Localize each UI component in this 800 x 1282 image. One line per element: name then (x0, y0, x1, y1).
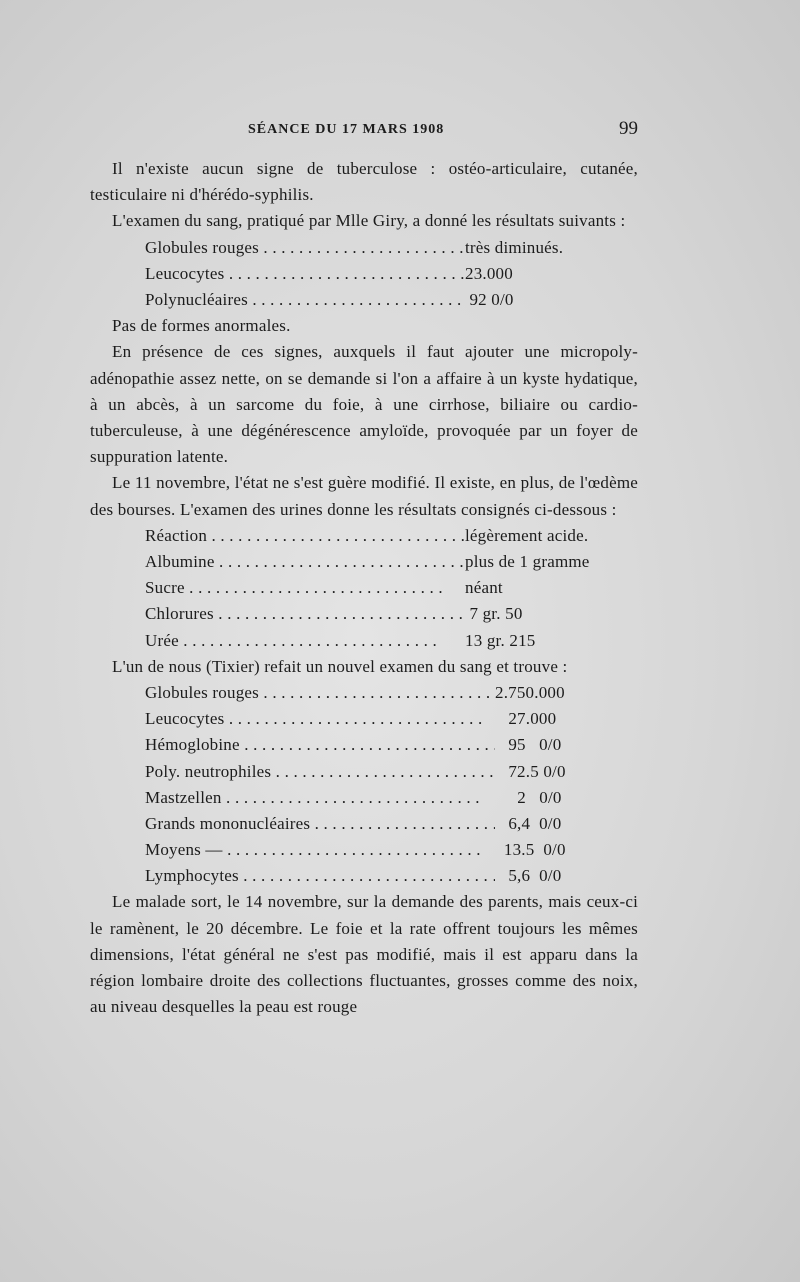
table-row (90, 811, 638, 837)
paragraph: L'un de nous (Tixier) refait un nouvel examen du sang et trouve : (112, 656, 568, 676)
table-row (90, 628, 638, 654)
blood-exam-2-table (90, 680, 638, 890)
row-label: Globules rouges . . . (145, 680, 495, 706)
row-label: Moyens — . . . (145, 837, 495, 863)
table-row (90, 863, 638, 889)
row-label: Poly. neutrophiles . . . (145, 759, 495, 785)
paragraph: L'examen du sang, pratiqué par Mlle Giry, a donné les résultats suivants : (112, 211, 626, 231)
table-row (90, 759, 638, 785)
paragraph: Le 11 novembre, l'état ne s'est guère modifié. Il existe, en plus, de l'œdème des bourses. L'examen des urines donne les résultats consignés ci-dessous : (90, 473, 638, 519)
row-label: Mastzellen . . . (145, 785, 495, 811)
table-row (90, 837, 638, 863)
table-row (90, 680, 638, 706)
running-head: SÉANCE DU 17 MARS 1908 (248, 122, 445, 137)
paragraph: Pas de formes anormales. (112, 316, 291, 336)
row-label: Lymphocytes . . . (145, 863, 495, 889)
page-number: 99 (619, 118, 638, 139)
row-label: Grands mononucléaires . . . (145, 811, 495, 837)
table-row (90, 706, 638, 732)
row-label: Chlorures . . . (145, 601, 465, 627)
table-row (90, 261, 638, 287)
table-row (90, 785, 638, 811)
paragraph: Le malade sort, le 14 novembre, sur la demande des parents, mais ceux-ci le ramènent, le 20 décembre. Le foie et la rate offrent toujours les mêmes dimensions, l'état général ne s'est pas modifié, mais il est apparu dans la région lombaire droite des collections fluctuantes, grosses comme des noix, au niveau desquelles la peau est rouge (90, 892, 638, 1017)
paragraph: En présence de ces signes, auxquels il faut ajouter une micropoly-adénopathie assez nette, on se demande si l'on a affaire à un kyste hydatique, à un abcès, à un sarcome du foie, à une cirrhose, biliaire ou cardio-tuberculeuse, à une dégénérescence amyloïde, provoquée par un foyer de suppuration latente. (90, 342, 638, 467)
row-value: 27.000 (495, 709, 557, 729)
row-value: 13 gr. 215 (465, 630, 536, 650)
row-value: 72.5 0/0 (495, 761, 566, 781)
row-value: 23.000 (465, 263, 513, 283)
table-row (90, 523, 638, 549)
row-value: plus de 1 gramme (465, 551, 590, 571)
table-row (90, 235, 638, 261)
table-row (90, 549, 638, 575)
page-body (90, 156, 638, 1020)
blood-results-table (90, 235, 638, 314)
row-value: 7 gr. 50 (465, 604, 523, 624)
row-label: Polynucléaires . . . (145, 287, 465, 313)
row-value: très diminués. (465, 237, 564, 257)
urine-results-table (90, 523, 638, 654)
table-row (90, 601, 638, 627)
paragraph: Il n'existe aucun signe de tuberculose : ostéo-articulaire, cutanée, testiculaire ni d'hérédo-syphilis. (90, 159, 638, 205)
row-label: Urée . . . (145, 628, 465, 654)
row-label: Réaction . . . (145, 523, 465, 549)
page-header (108, 120, 638, 144)
row-label: Globules rouges . . . (145, 235, 465, 261)
row-label: Albumine . . . (145, 549, 465, 575)
table-row (90, 575, 638, 601)
row-value: légèrement acide. (465, 525, 589, 545)
row-label: Sucre . . . (145, 575, 465, 601)
row-value: 2 0/0 (495, 787, 562, 807)
row-value: 13.5 0/0 (495, 840, 566, 860)
row-value: 2.750.000 (495, 682, 565, 702)
row-value: 5,6 0/0 (495, 866, 562, 886)
row-value: 92 0/0 (465, 289, 514, 309)
row-value: néant (465, 578, 503, 598)
row-value: 95 0/0 (495, 735, 562, 755)
table-row (90, 732, 638, 758)
row-label: Leucocytes . . . (145, 261, 465, 287)
row-label: Hémoglobine . . . (145, 732, 495, 758)
table-row (90, 287, 638, 313)
row-value: 6,4 0/0 (495, 813, 562, 833)
row-label: Leucocytes . . . (145, 706, 495, 732)
